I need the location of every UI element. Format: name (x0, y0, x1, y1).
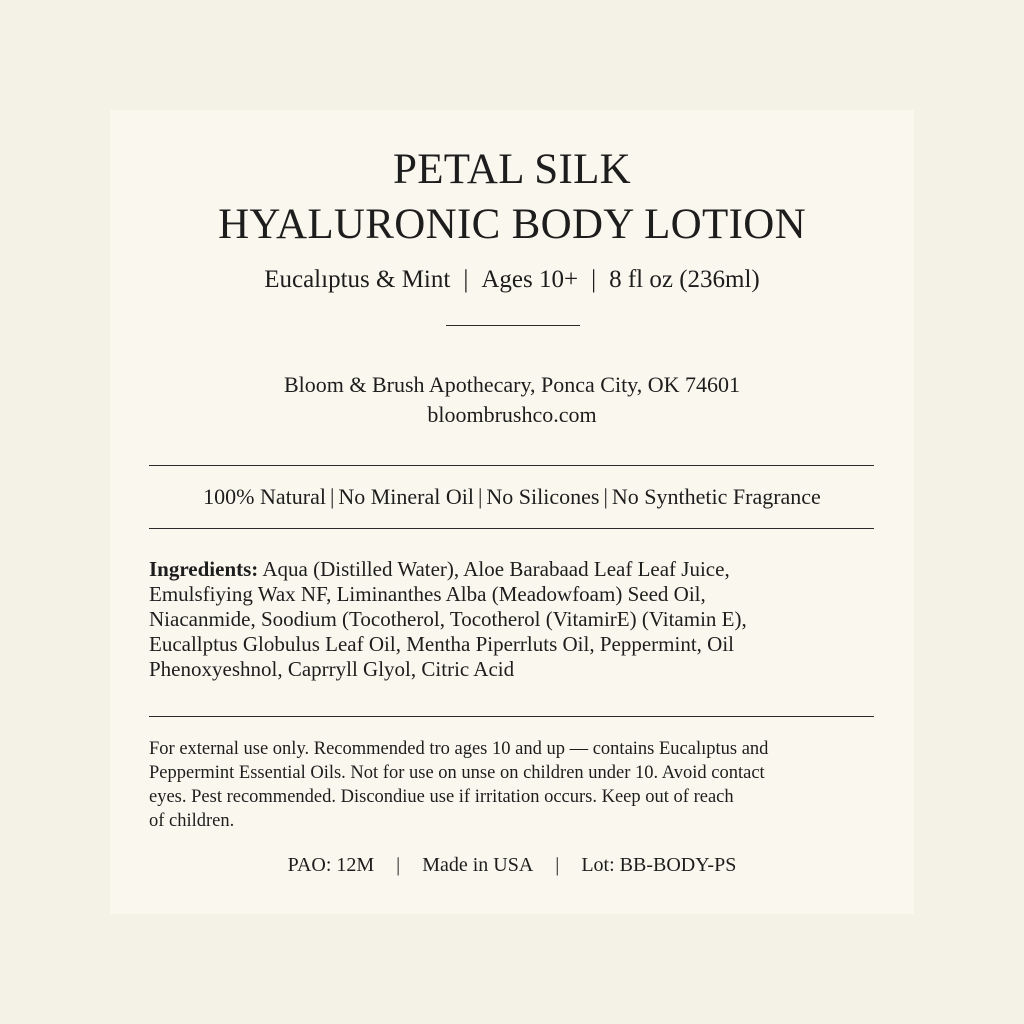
ingredients-line: Eucallptus Globulus Leaf Oil, Mentha Piperrluts Oil, Peppermint, Oil (149, 632, 734, 656)
claim-item: No Mineral Oil (338, 484, 475, 509)
claim-item: 100% Natural (203, 484, 326, 509)
separator: | (396, 854, 401, 876)
separator: | (478, 484, 483, 509)
divider (149, 528, 874, 529)
scent-text: Eucalıptus & Mint (264, 266, 451, 293)
warning-line: Peppermint Essential Oils. Not for use on unse on children under 10. Avoid contact (149, 763, 765, 783)
divider (149, 716, 874, 717)
product-name: PETAL SILK (392, 146, 632, 193)
warning-line: of children. (149, 811, 235, 831)
maker-address: Bloom & Brush Apothecary, Ponca City, OK 74601 (283, 372, 741, 397)
separator: | (555, 854, 560, 876)
divider (149, 465, 874, 466)
separator: | (463, 266, 469, 293)
age-text: Ages 10+ (481, 266, 579, 293)
footer-row (110, 852, 914, 878)
claim-item: No Silicones (486, 484, 600, 509)
ingredients-block (149, 557, 879, 682)
divider (446, 325, 580, 326)
ingredients-line: Phenoxyeshnol, Caprryll Glyol, Citric Acid (149, 657, 515, 681)
maker-website: bloombrushco.com (427, 402, 597, 427)
warning-line: eyes. Pest recommended. Discondiue use if irritation occurs. Keep out of reach (149, 787, 734, 807)
product-type: HYALURONIC BODY LOTION (218, 201, 806, 248)
size-text: 8 fl oz (236ml) (609, 266, 760, 293)
separator: | (329, 484, 335, 509)
ingredients-line: Emulsfiying Wax NF, Liminanthes Alba (Meadowfoam) Seed Oil, (149, 582, 706, 606)
separator: | (603, 484, 608, 509)
ingredients-heading: Ingredients: (149, 557, 259, 581)
warning-line: For external use only. Recommended tro ages 10 and up — contains Eucalıptus and (149, 739, 769, 759)
product-label (110, 110, 914, 914)
claim-item: No Synthetic Fragrance (611, 484, 821, 509)
separator: | (591, 266, 597, 293)
product-details (110, 265, 914, 295)
ingredients-line: Aqua (Distilled Water), Aloe Barabaad Leaf Leaf Juice, (258, 557, 730, 581)
origin-text: Made in USA (422, 854, 534, 876)
lot-text: Lot: BB-BODY-PS (581, 854, 737, 876)
ingredients-line: Niacanmide, Soodium (Tocotherol, Tocotherol (VitamirE) (Vitamin E), (149, 607, 747, 631)
claims-row (110, 482, 914, 512)
warnings-block (149, 737, 879, 833)
pao-text: PAO: 12M (287, 854, 375, 876)
